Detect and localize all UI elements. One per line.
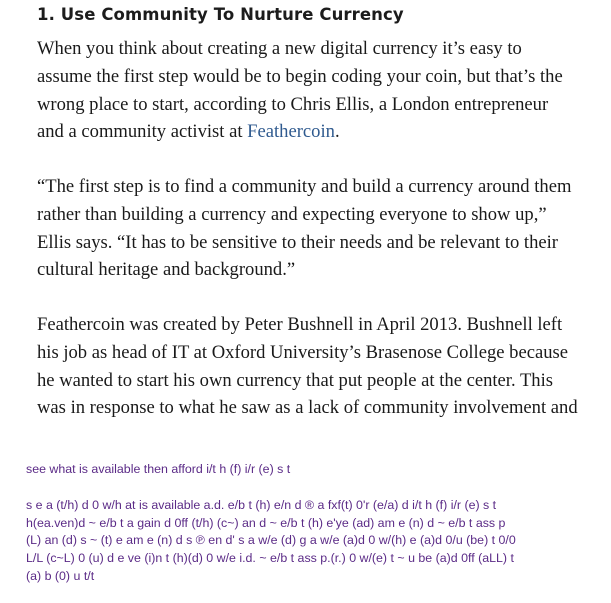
paragraph-line: When you think about creating a new digital currency it’s easy to [37,38,522,59]
paragraph-line: he wanted to start his own currency that put people at the center. This [37,369,553,391]
paragraph-line: Feathercoin was created by Peter Bushnell in April 2013. Bushnell left [37,314,563,335]
paragraph-line-with-link [37,118,611,146]
feathercoin-link[interactable]: Feathercoin [247,121,335,143]
annotation-line: L/L (c~L) 0 (u) d e ve (i)n t (h)(d) 0 w/e i.d. ~ e/b t ass p.(r.) 0 w/(e) t ~ u be (a)d 0ff (aLL) t [26,551,514,566]
paragraph-line: rather than building a currency and expecting everyone to show up,” [37,203,547,225]
paragraph-line: his job as head of IT at Oxford University’s Brasenose College because [37,341,568,363]
annotation-line: (a) b (0) u t/t [26,568,95,583]
annotation-line: s e a (t/h) d 0 w/h at is available a.d. e/b t (h) e/n d ® a fxf(t) 0'r (e/a) d i/t h (f) i/r (e) s t [26,498,497,512]
paragraph-text: . [334,121,340,143]
paragraph-line: “The first step is to find a community and build a currency around them [37,176,572,197]
paragraph-line: was in response to what he saw as a lack of community involvement and [37,397,578,419]
paragraph-text: and a community activist at [37,121,248,143]
section-heading: 1. Use Community To Nurture Currency [37,5,404,24]
annotation-line: (L) an (d) s ~ (t) e am e (n) d s ℗ en d' s a w/e (d) g a w/e (a)d 0 w/(h) e (a)d 0/u (be) t 0/0 [26,533,516,548]
annotation-note-1 [26,461,606,479]
annotation-line: see what is available then afford i/t h (f) i/r (e) s t [26,462,291,476]
paragraph-line: wrong place to start, according to Chris Ellis, a London entrepreneur [37,93,549,115]
paragraph-line: Ellis says. “It has to be sensitive to their needs and be relevant to their [37,231,558,253]
annotation-note-2 [26,497,606,586]
paragraph-history [37,311,611,422]
annotation-line: h(ea.ven)d ~ e/b t a gain d 0ff (t/h) (c~) an d ~ e/b t (h) e'ye (ad) am e (n) d ~ e/b t ass p [26,515,506,530]
paragraph-quote [37,173,611,284]
paragraph-line: cultural heritage and background.” [37,259,296,281]
paragraph-line: assume the first step would be to begin coding your coin, but that’s the [37,65,563,87]
paragraph-intro [37,35,611,146]
